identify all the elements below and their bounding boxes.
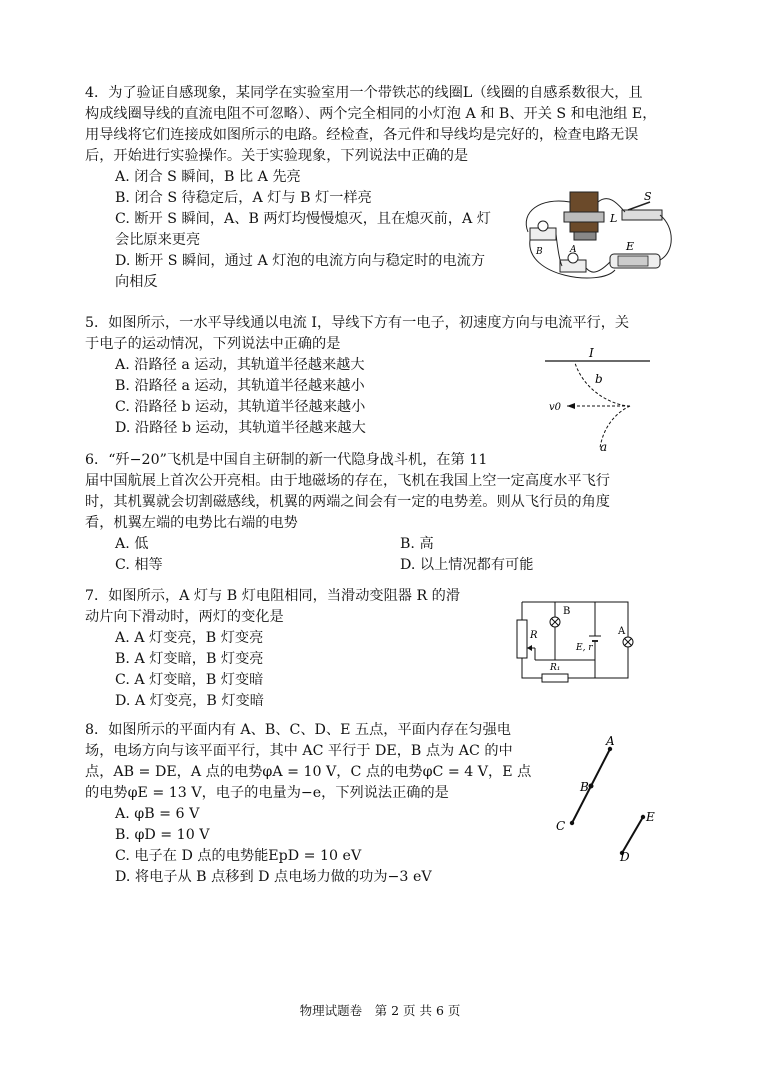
q7-stem-line1: 7．如图所示，A 灯与 B 灯电阻相同，当滑动变阻器 R 的滑 [85, 588, 461, 604]
q7-stem-line2: 动片向下滑动时，两灯的变化是 [85, 609, 284, 625]
q6-option-b: B. 高 [400, 536, 434, 552]
q8-option-d: D. 将电子从 B 点移到 D 点电场力做的功为−3 eV [115, 869, 432, 885]
q6-options-row1 [85, 534, 685, 555]
q7-option-d: D. A 灯变亮，B 灯变暗 [115, 693, 264, 709]
q6-option-a: A. 低 [115, 536, 149, 552]
q6-stem-line4: 看，机翼左端的电势比右端的电势 [85, 515, 298, 531]
q5-stem-line1: 5．如图所示，一水平导线通以电流 I，导线下方有一电子，初速度方向与电流平行，关 [85, 315, 630, 331]
q8-label-B: B [580, 780, 589, 794]
q5-option-c: C. 沿路径 b 运动，其轨道半径越来越小 [115, 399, 366, 415]
q6-stem-line3: 时，其机翼就会切割磁感线，机翼的两端之间会有一定的电势差。则从飞行员的角度 [85, 494, 610, 510]
q7-label-B: B [563, 606, 571, 617]
q4-option-c-cont: 会比原来更亮 [115, 232, 201, 248]
q5-label-I: I [589, 346, 594, 360]
q8-stem-line4: 的电势φE = 13 V，电子的电量为−e，下列说法正确的是 [85, 785, 449, 801]
q7-circuit-figure [500, 598, 635, 688]
q6-option-d: D. 以上情况都有可能 [400, 557, 534, 573]
q5-label-v0: v0 [549, 402, 562, 413]
q4-stem-line2: 构成线圈导线的直流电阻不可忽略）、两个完全相同的小灯泡 A 和 B、开关 S 和电池组 E， [85, 106, 657, 122]
q8-option-a: A. φB = 6 V [115, 806, 200, 822]
q6-option-c: C. 相等 [115, 557, 163, 573]
q4-label-E: E [626, 240, 635, 253]
q8-stem-line1: 8．如图所示的平面内有 A、B、C、D、E 五点，平面内存在匀强电 [85, 722, 511, 738]
q8-label-A: A [606, 734, 615, 748]
q8-stem-line3: 点，AB = DE，A 点的电势φA = 10 V，C 点的电势φC = 4 V，E 点 [85, 764, 532, 780]
q7-label-Er: E, r [576, 643, 593, 653]
q4-option-b: B. 闭合 S 待稳定后，A 灯与 B 灯一样亮 [115, 190, 372, 206]
q4-label-B: B [536, 247, 543, 257]
q8-label-D: D [620, 850, 630, 864]
q7-option-c: C. A 灯变暗，B 灯变暗 [115, 672, 264, 688]
q8-points-figure [550, 735, 660, 865]
q6-stem-line1: 6．“歼−20”飞机是中国自主研制的新一代隐身战斗机，在第 11 [85, 452, 488, 468]
q5-wire-figure [545, 343, 660, 453]
q5-option-b: B. 沿路径 a 运动，其轨道半径越来越小 [115, 378, 365, 394]
q6-options-row2 [85, 555, 685, 576]
q4-circuit-figure [510, 182, 680, 292]
q4-label-A: A [570, 245, 577, 255]
q5-label-a: a [600, 440, 608, 454]
q7-label-R1: R₁ [550, 663, 561, 673]
q8-label-E: E [646, 810, 655, 824]
q8-stem-line2: 场，电场方向与该平面平行，其中 AC 平行于 DE，B 点为 AC 的中 [85, 743, 513, 759]
q4-label-S: S [644, 190, 652, 203]
q4-stem-line4: 后，开始进行实验操作。关于实验现象，下列说法中正确的是 [85, 148, 469, 164]
question-6 [85, 450, 685, 576]
q4-stem-line1: 4．为了验证自感现象，某同学在实验室用一个带铁芯的线圈L（线圈的自感系数很大，且 [85, 85, 643, 101]
q4-option-c: C. 断开 S 瞬间，A、B 两灯均慢慢熄灭，且在熄灭前，A 灯 [115, 211, 491, 227]
q7-label-A: A [618, 626, 626, 637]
q4-option-d: D. 断开 S 瞬间，通过 A 灯泡的电流方向与稳定时的电流方 [115, 253, 486, 269]
q7-label-R: R [530, 630, 538, 641]
q4-label-L: L [610, 212, 618, 225]
q8-label-C: C [556, 819, 566, 833]
q5-option-d: D. 沿路径 b 运动，其轨道半径越来越大 [115, 420, 366, 436]
q8-option-c: C. 电子在 D 点的电势能EpD = 10 eV [115, 848, 362, 864]
q5-option-a: A. 沿路径 a 运动，其轨道半径越来越大 [115, 357, 365, 373]
page-footer: 物理试题卷 第 2 页 共 6 页 [299, 1003, 461, 1018]
q4-stem-line3: 用导线将它们连接成如图所示的电路。经检查，各元件和导线均是完好的，检查电路无误 [85, 127, 639, 143]
q4-option-a: A. 闭合 S 瞬间，B 比 A 先亮 [115, 169, 301, 185]
q5-stem-line2: 于电子的运动情况，下列说法中正确的是 [85, 336, 341, 352]
q8-option-b: B. φD = 10 V [115, 827, 210, 843]
q7-option-b: B. A 灯变暗，B 灯变亮 [115, 651, 264, 667]
q6-stem-line2: 届中国航展上首次公开亮相。由于地磁场的存在，飞机在我国上空一定高度水平飞行 [85, 473, 610, 489]
q4-option-d-cont: 向相反 [115, 274, 158, 290]
q7-option-a: A. A 灯变亮，B 灯变亮 [115, 630, 264, 646]
q5-label-b: b [595, 372, 603, 386]
